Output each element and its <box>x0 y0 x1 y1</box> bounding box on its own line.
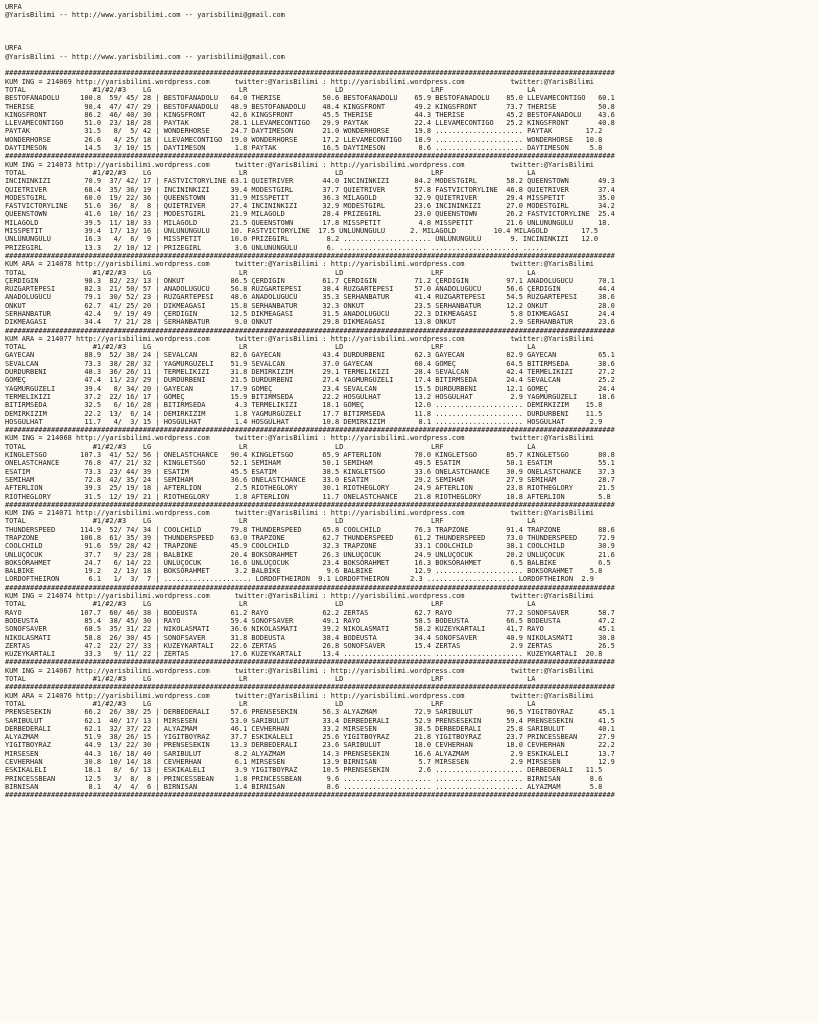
table-row: SEVALCAN 73.3 38/ 28/ 32 | YAGMURGÜZELI 51.9 SEVALCAN 37.0 GAYECAN 60.4 GÖMEÇ 64.5 BITIRMSEDA 38.6 <box>5 359 615 368</box>
separator-line: ################################################################################################################################################## <box>5 251 615 260</box>
table-row: DAYTIMESON 14.5 3/ 10/ 15 | DAYTIMESON 1.8 PAYTAK 16.5 DAYTIMESON 8.6 ..................... DAYTIMESON 5.8 <box>5 144 603 153</box>
table-row: BOKSÖRAHMET 24.7 6/ 14/ 22 | ÜNLÜÇOCUK 16.6 ÜNLÜÇOCUK 23.4 BOKSÖRAHMET 16.3 BOKSÖRAHMET 6.5 BALBIKE 6.5 <box>5 558 611 567</box>
table-row: RÜZGARTEPESI 82.3 21/ 50/ 57 | ANADOLUGÜCÜ 56.8 RÜZGARTEPESI 38.4 RÜZGARTEPESI 57.0 ANADOLUGÜCÜ 56.6 ÇERDIGIN 44.4 <box>5 285 615 294</box>
table-row: DURDURBENI 48.3 36/ 26/ 11 | TERMELIKIZI 31.8 DEMIRKIZIM 29.1 TERMELIKIZI 28.4 SEVALCAN 42.4 TERMELIKIZI 27.2 <box>5 368 615 377</box>
table-row: ONELASTCHANCE 76.8 47/ 21/ 32 | KINGLETSGO 52.1 SEMIHAM 50.1 SEMIHAM 49.5 ESATIM 50.1 ESATIM 55.1 <box>5 459 615 468</box>
table-row: LORDOFTHEIRON 6.1 1/ 3/ 7 | ..................... LORDOFTHEIRON 9.1 LORDOFTHEIRON 2.3 ..................... LORDOFTHEIRON 2.9 <box>5 575 594 584</box>
header-line <box>5 28 817 36</box>
table-row: BALBIKE 19.2 2/ 13/ 18 | BOKSÖRAHMET 3.2 BALBIKE 9.6 BALBIKE 12.9 ..................... BOKSÖRAHMET 5.8 <box>5 567 603 576</box>
table-row: PRIZEGIRL 13.3 2/ 10/ 12 | PRIZEGIRL 3.6 ÜNLÜNÜNGÜLÜ 6. ..................... ..................... ...... <box>5 243 548 252</box>
race-column-headers: TOTAL #1/#2/#3 LG LR LD LRF LA <box>5 517 536 526</box>
table-row: MIRSESEN 44.3 16/ 18/ 40 | SARIBULUT 8.2 ALYAZMAM 14.3 PRENSESEKIN 16.6 ALYAZMAM 2.9 ESKIKALELI 13.7 <box>5 749 615 758</box>
table-row: BODEUSTA 85.4 38/ 45/ 30 | RAYO 59.4 SONOFSAVER 49.1 RAYO 58.5 BODEUSTA 66.5 BODEUSTA 47.2 <box>5 616 615 625</box>
separator-line: ################################################################################################################################################## <box>5 583 615 592</box>
table-row: ÇERDIGIN 98.3 82/ 23/ 13 | ONKUT 86.5 ÇERDIGIN 61.7 ÇERDIGIN 71.2 ÇERDIGIN 97.1 ANADOLUGÜCÜ 70.1 <box>5 276 615 285</box>
table-row: ALYAZMAM 51.9 38/ 26/ 15 | YIGITBOYRAZ 37.7 ESKIKALELI 25.6 YIGITBOYRAZ 21.8 YIGITBOYRAZ 23.7 PRINCESSBEAN 27.9 <box>5 733 615 742</box>
header-line <box>5 36 817 44</box>
race-column-headers: TOTAL #1/#2/#3 LG LR LD LRF LA <box>5 85 536 94</box>
table-row: PAYTAK 31.5 8/ 5/ 42 | WONDERHORSE 24.7 DAYTIMESON 21.0 WONDERHORSE 19.8 ..................... PAYTAK 17.2 <box>5 127 603 136</box>
header-line: @YarisBilimi -- http://www.yarisbilimi.com -- yarisbilimi@gmail.com <box>5 52 285 61</box>
separator-line: ################################################################################################################################################## <box>5 791 615 800</box>
race-column-headers: TOTAL #1/#2/#3 LG LR LD LRF LA <box>5 268 536 277</box>
table-row: THUNDERSPEED 114.9 52/ 74/ 34 | COOLCHILD 79.8 THUNDERSPEED 65.8 COOLCHILD 76.3 TRAPZONE 91.4 TRAPZONE 88.6 <box>5 525 615 534</box>
race-title: KUM ING = 214074 http://yarisbilimi.wordpress.com twitter:@YarisBilimi : http://yarisbilimi.wordpress.com twitter:@YarisBilimi <box>5 592 594 601</box>
table-row: WONDERHORSE 26.6 4/ 25/ 18 | LLEVAMECONTIGO 19.0 WONDERHORSE 17.2 LLEVAMECONTIGO 18.9 ..................... WONDERHORSE 10.8 <box>5 135 603 144</box>
table-row: YIGITBOYRAZ 44.9 13/ 22/ 30 | PRENSESEKIN 13.3 DERBEDERALI 23.6 SARIBULUT 18.0 CEVHERHAN 18.0 CEVHERHAN 22.2 <box>5 741 615 750</box>
table-row: CEVHERHAN 30.8 10/ 14/ 18 | CEVHERHAN 6.1 MIRSESEN 13.9 BIRNISAN 5.7 MIRSESEN 2.9 MIRSESEN 12.9 <box>5 758 615 767</box>
separator-line: ################################################################################################################################################## <box>5 658 615 667</box>
table-row: ESATIM 73.3 23/ 44/ 39 | ESATIM 45.5 ESATIM 38.5 KINGLETSGO 33.6 ONELASTCHANCE 30.9 ONELASTCHANCE 37.3 <box>5 467 615 476</box>
header-line: @YarisBilimi -- http://www.yarisbilimi.com -- yarisbilimi@gmail.com <box>5 11 285 20</box>
header-line: URFA <box>5 3 22 11</box>
race-title: KUM ARA = 214078 http://yarisbilimi.wordpress.com twitter:@YarisBilimi : http://yarisbilimi.wordpress.com twitter:@YarisBilimi <box>5 260 594 269</box>
table-row: SARIBULUT 62.1 40/ 17/ 13 | MIRSESEN 53.0 SARIBULUT 33.4 DERBEDERALI 52.9 PRENSESEKIN 59.4 PRENSESEKIN 41.5 <box>5 716 615 725</box>
table-row: TRAPZONE 106.8 61/ 35/ 39 | THUNDERSPEED 63.0 TRAPZONE 62.7 THUNDERSPEED 61.2 THUNDERSPEED 73.0 THUNDERSPEED 72.9 <box>5 534 615 542</box>
separator-line: ################################################################################################################################################## <box>5 69 615 78</box>
race-title: KUM ING = 214071 http://yarisbilimi.wordpress.com twitter:@YarisBilimi : http://yarisbilimi.wordpress.com twitter:@YarisBilimi <box>5 509 594 518</box>
header-line <box>5 61 817 69</box>
race-title: KUM ING = 214068 http://yarisbilimi.wordpress.com twitter:@YarisBilimi : http://yarisbilimi.wordpress.com twitter:@YarisBilimi <box>5 434 594 443</box>
table-row: KUZEYKARTALI 33.3 9/ 11/ 22 | ZERTAS 17.6 KUZEYKARTALI 13.4 ..................... ..................... KUZEYKARTALI 20.8 <box>5 650 603 659</box>
table-row: DEMIRKIZIM 22.2 13/ 6/ 14 | DEMIRKIZIM 1.8 YAGMURGÜZELI 17.7 BITIRMSEDA 11.8 ..................... DURDURBENI 11.5 <box>5 409 603 418</box>
table-row: ANADOLUGÜCÜ 79.1 30/ 52/ 23 | RÜZGARTEPESI 48.6 ANADOLUGÜCÜ 35.3 SERHANBATUR 41.4 RÜZGARTEPESI 54.5 RÜZGARTEPESI 38.6 <box>5 293 615 302</box>
race-column-headers: TOTAL #1/#2/#3 LG LR LD LRF LA <box>5 168 536 177</box>
table-row: KINGSFRONT 86.2 46/ 40/ 30 | KINGSFRONT 42.6 KINGSFRONT 45.5 THERISE 44.3 THERISE 45.2 BESTOFANADOLU 43.6 <box>5 110 615 119</box>
table-row: PRENSESEKIN 66.2 26/ 38/ 25 | DERBEDERALI 57.6 PRENSESEKIN 56.3 ALYAZMAM 72.9 SARIBULUT 96.5 YIGITBOYRAZ 45.1 <box>5 708 615 717</box>
table-row: KINGLETSGO 107.3 41/ 52/ 56 | ONELASTCHANCE 90.4 KINGLETSGO 65.9 AFTERLION 70.0 KINGLETSGO 85.7 KINGLETSGO 80.8 <box>5 451 615 460</box>
table-row: COOLCHILD 91.6 59/ 28/ 42 | TRAPZONE 45.9 COOLCHILD 32.3 TRAPZONE 33.1 COOLCHILD 38.1 COOLCHILD 30.9 <box>5 542 615 551</box>
table-row: QUEENSTOWN 41.6 10/ 16/ 23 | MODESTGIRL 21.9 MILAGOLD 28.4 PRIZEGIRL 23.0 QUEENSTOWN 26.2 FASTVICTORYLINE 25.4 <box>5 210 615 219</box>
table-row: RAYO 107.7 60/ 46/ 38 | BODEUSTA 61.2 RAYO 62.2 ZERTAS 62.7 RAYO 77.2 SONOFSAVER 58.7 <box>5 608 615 617</box>
table-row: AFTERLION 39.3 25/ 19/ 18 | AFTERLION 2.5 RIOTHEGLORY 30.1 RIOTHEGLORY 24.9 AFTERLION 23.8 RIOTHEGLORY 21.5 <box>5 484 615 493</box>
separator-line: ################################################################################################################################################## <box>5 152 615 161</box>
race-column-headers: TOTAL #1/#2/#3 LG LR LD LRF LA <box>5 442 536 451</box>
separator-line: ################################################################################################################################################## <box>5 426 615 435</box>
separator-line: ################################################################################################################################################## <box>5 500 615 509</box>
race-column-headers: TOTAL #1/#2/#3 LG LR LD LRF LA <box>5 600 536 609</box>
table-row: SEMIHAM 72.8 42/ 35/ 24 | SEMIHAM 36.6 ONELASTCHANCE 33.0 ESATIM 29.2 SEMIHAM 27.9 SEMIHAM 28.7 <box>5 475 615 484</box>
table-row: TERMELIKIZI 37.2 22/ 16/ 17 | GÖMEÇ 15.9 BITIRMSEDA 22.2 HOSGÜLHAT 13.2 HOSGÜLHAT 2.9 YAGMURGÜZELI 18.6 <box>5 392 615 401</box>
race-column-headers: TOTAL #1/#2/#3 LG LR LD LRF LA <box>5 699 536 708</box>
table-row: RIOTHEGLORY 31.5 12/ 19/ 21 | RIOTHEGLORY 1.8 AFTERLION 11.7 ONELASTCHANCE 21.8 RIOTHEGLORY 10.8 AFTERLION 5.8 <box>5 492 611 501</box>
table-row: HOSGÜLHAT 11.7 4/ 3/ 15 | HOSGÜLHAT 1.4 HOSGÜLHAT 10.8 DEMIRKIZIM 8.1 ..................... HOSGÜLHAT 2.9 <box>5 417 603 426</box>
table-row: DERBEDERALI 62.1 32/ 37/ 22 | ALYAZMAM 46.1 CEVHERHAN 33.2 MIRSESEN 38.5 DERBEDERALI 25.8 SARIBULUT 40.1 <box>5 724 615 733</box>
table-row: BITIRMSEDA 32.5 6/ 16/ 28 | BITIRMSEDA 4.3 TERMELIKIZI 18.1 GÖMEÇ 12.0 ..................... DEMIRKIZIM 15.8 <box>5 401 603 410</box>
race-title: KUM ARA = 214077 http://yarisbilimi.wordpress.com twitter:@YarisBilimi : http://yarisbilimi.wordpress.com twitter:@YarisBilimi <box>5 334 594 343</box>
table-row: FASTVICTORYLINE 51.6 36/ 8/ 8 | QUIETRIVER 27.4 INCININKIZI 32.9 MODESTGIRL 23.6 INCININKIZI 27.0 MODESTGIRL 34.2 <box>5 202 615 211</box>
separator-line: ################################################################################################################################################## <box>5 326 615 335</box>
separator-line: ################################################################################################################################################## <box>5 683 615 692</box>
table-row: BIRNISAN 8.1 4/ 4/ 6 | BIRNISAN 1.4 BIRNISAN 8.6 ..................... ..................... ALYAZMAM 5.8 <box>5 782 603 791</box>
table-row: NIKOLASMATI 58.8 26/ 30/ 45 | SONOFSAVER 31.8 BODEUSTA 38.4 BODEUSTA 34.4 SONOFSAVER 40.9 NIKOLASMATI 30.8 <box>5 633 615 642</box>
table-row: MISSPETIT 39.4 17/ 13/ 16 | ÜNLÜNÜNGÜLÜ 10. FASTVICTORYLINE 17.5 ÜNLÜNÜNGÜLÜ 2. MILAGOLD 10.4 MILAGOLD 17.5 <box>5 227 599 236</box>
table-row: SONOFSAVER 68.5 35/ 31/ 22 | NIKOLASMATI 36.6 NIKOLASMATI 39.2 NIKOLASMATI 58.2 KUZEYKARTALI 41.7 RAYO 45.1 <box>5 625 615 634</box>
race-column-headers: TOTAL #1/#2/#3 LG LR LD LRF LA <box>5 675 536 684</box>
table-row: ONKUT 62.7 41/ 25/ 20 | DIKMEAGASI 15.8 SERHANBATUR 32.3 ONKUT 23.5 SERHANBATUR 12.2 ONKUT 28.0 <box>5 301 615 310</box>
race-title: KUM ARA = 214076 http://yarisbilimi.wordpress.com twitter:@YarisBilimi : http://yarisbilimi.wordpress.com twitter:@YarisBilimi <box>5 691 594 700</box>
document-text <box>5 3 817 800</box>
race-column-headers: TOTAL #1/#2/#3 LG LR LD LRF LA <box>5 343 536 352</box>
table-row: ZERTAS 47.2 22/ 27/ 33 | KUZEYKARTALI 22.6 ZERTAS 26.8 SONOFSAVER 15.4 ZERTAS 2.9 ZERTAS 26.5 <box>5 641 615 650</box>
header-line <box>5 20 817 28</box>
table-row: PRINCESSBEAN 12.5 3/ 8/ 8 | PRINCESSBEAN 1.8 PRINCESSBEAN 9.6 ..................... ..................... BIRNISAN 8.6 <box>5 774 603 783</box>
table-row: ESKIKALELI 18.1 8/ 6/ 13 | ESKIKALELI 3.9 YIGITBOYRAZ 10.5 PRENSESEKIN 2.6 ..................... DERBEDERALI 11.5 <box>5 766 603 775</box>
table-row: GÖMEÇ 47.4 11/ 23/ 29 | DURDURBENI 21.5 DURDURBENI 27.4 YAGMURGÜZELI 17.4 BITIRMSEDA 24.4 SEVALCAN 25.2 <box>5 376 615 385</box>
race-title: KUM ING = 214073 http://yarisbilimi.wordpress.com twitter:@YarisBilimi : http://yarisbilimi.wordpress.com twitter:@YarisBilimi <box>5 160 594 169</box>
table-row: GAYECAN 88.9 52/ 38/ 24 | SEVALCAN 82.6 GAYECAN 43.4 DURDURBENI 62.3 GAYECAN 82.9 GAYECAN 65.1 <box>5 351 615 360</box>
table-row: THERISE 90.4 47/ 47/ 29 | BESTOFANADOLU 48.9 BESTOFANADOLU 48.4 KINGSFRONT 49.2 KINGSFRONT 73.7 THERISE 50.8 <box>5 102 615 111</box>
table-row: MODESTGIRL 60.0 19/ 22/ 36 | QUEENSTOWN 31.9 MISSPETIT 36.3 MILAGOLD 32.9 QUIETRIVER 29.4 MISSPETIT 35.0 <box>5 193 615 202</box>
table-row: SERHANBATUR 42.4 9/ 19/ 49 | ÇERDIGIN 12.5 DIKMEAGASI 31.5 ANADOLUGÜCÜ 22.3 DIKMEAGASI 5.8 DIKMEAGASI 24.4 <box>5 309 615 318</box>
table-row: ÜNLÜNÜNGÜLÜ 16.3 4/ 6/ 9 | MISSPETIT 10.0 PRIZEGIRL 8.2 ..................... ÜNLÜNÜNGÜLÜ 9. INCININKIZI 12.0 <box>5 235 599 244</box>
table-row: LLEVAMECONTIGO 51.0 23/ 18/ 28 | PAYTAK 28.1 LLEVAMECONTIGO 29.9 PAYTAK 22.4 LLEVAMECONTIGO 25.2 KINGSFRONT 40.8 <box>5 119 615 128</box>
table-row: DIKMEAGASI 34.4 7/ 21/ 28 | SERHANBATUR 9.0 ONKUT 29.8 DIKMEAGASI 13.8 ONKUT 2.9 SERHANBATUR 23.6 <box>5 318 615 327</box>
table-row: BESTOFANADOLU 100.8 59/ 45/ 28 | BESTOFANADOLU 64.0 THERISE 50.6 BESTOFANADOLU 65.9 BESTOFANADOLU 85.0 LLEVAMECONTIGO 60.1 <box>5 94 615 103</box>
race-title: KUM ING = 214067 http://yarisbilimi.wordpress.com twitter:@YarisBilimi : http://yarisbilimi.wordpress.com twitter:@YarisBilimi <box>5 666 594 675</box>
race-title: KUM ING = 214069 http://yarisbilimi.wordpress.com twitter:@YarisBilimi : http://yarisbilimi.wordpress.com twitter:@YarisBilimi <box>5 77 594 86</box>
table-row: QUIETRIVER 68.4 35/ 36/ 19 | INCININKIZI 39.4 MODESTGIRL 37.7 QUIETRIVER 57.8 FASTVICTORYLINE 46.8 QUIETRIVER 37.4 <box>5 185 615 194</box>
table-row: MILAGOLD 39.5 11/ 18/ 33 | MILAGOLD 21.5 QUEENSTOWN 17.8 MISSPETIT 4.8 MISSPETIT 21.6 ÜNLÜNÜNGÜLÜ 18. <box>5 218 611 227</box>
table-row: ÜNLÜÇOCUK 37.7 9/ 23/ 28 | BALBIKE 20.4 BOKSÖRAHMET 26.3 ÜNLÜÇOCUK 24.9 ÜNLÜÇOCUK 20.2 ÜNLÜÇOCUK 21.6 <box>5 550 615 559</box>
table-row: INCININKIZI 70.9 37/ 42/ 17 | FASTVICTORYLINE 63.1 QUIETRIVER 44.0 INCININKIZI 84.2 MODESTGIRL 58.2 QUEENSTOWN 49.3 <box>5 177 615 186</box>
table-row: YAGMURGÜZELI 39.4 8/ 34/ 20 | GAYECAN 17.9 GÖMEÇ 23.4 SEVALCAN 15.5 DURDURBENI 12.1 GÖMEÇ 24.4 <box>5 384 615 393</box>
header-line: URFA <box>5 44 22 53</box>
